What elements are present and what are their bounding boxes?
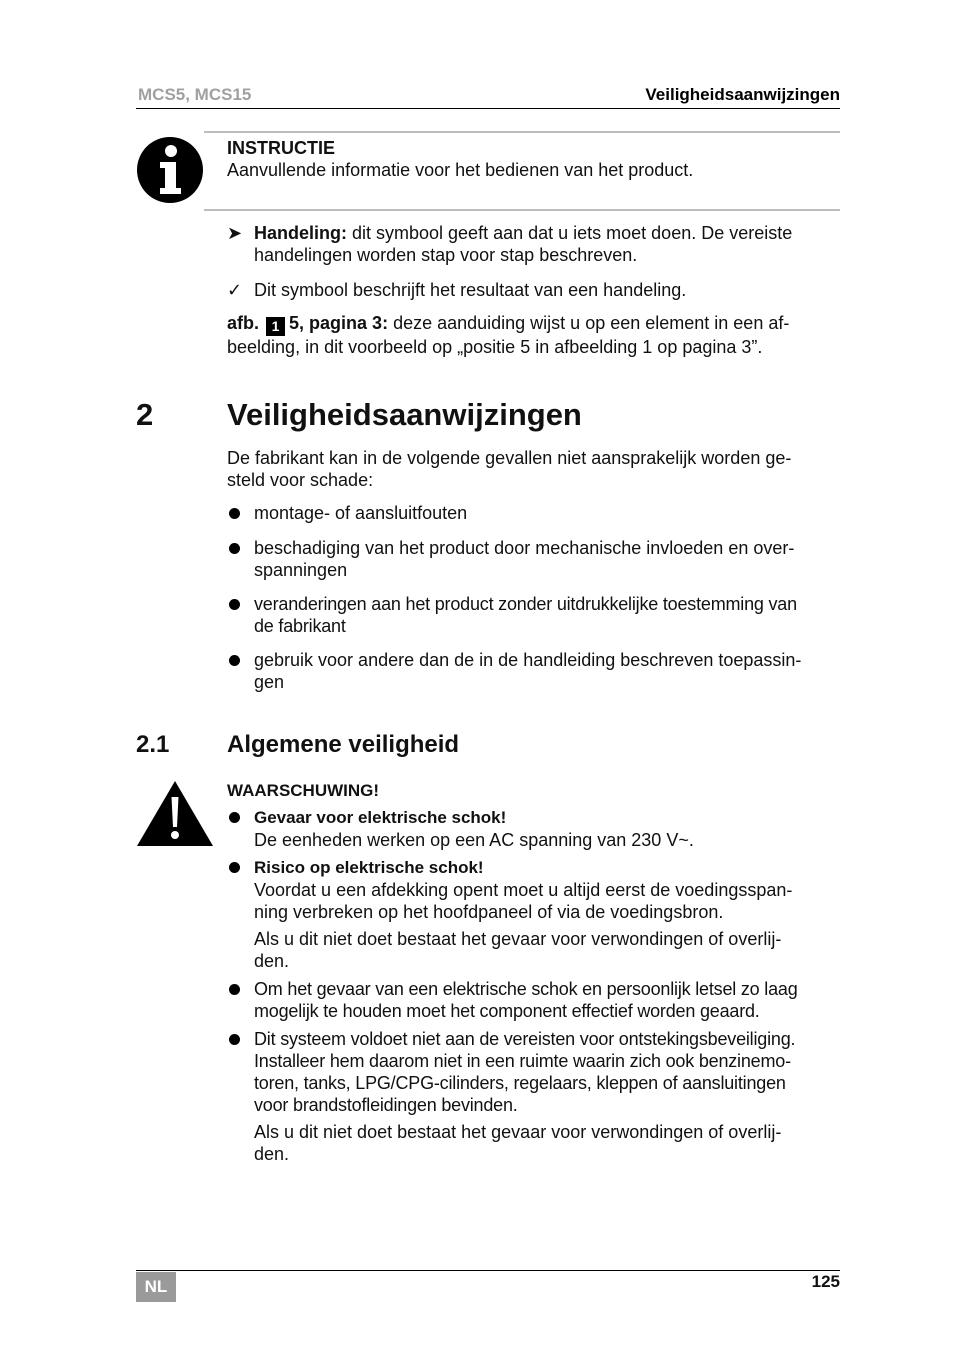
result-text: Dit symbool beschrijft het resultaat van een handeling. bbox=[254, 280, 687, 300]
list-item bbox=[227, 593, 840, 637]
action-item bbox=[227, 222, 840, 266]
result-item bbox=[227, 279, 840, 301]
info-icon bbox=[136, 136, 204, 204]
bullet-icon bbox=[229, 655, 240, 666]
bullet-icon bbox=[229, 508, 240, 519]
figure-reference-paragraph bbox=[227, 312, 840, 358]
page-number: 125 bbox=[811, 1272, 840, 1291]
warning-item-line1: Voordat u een afdekking opent moet u altijd eerst de voedingsspan- bbox=[254, 880, 793, 900]
bullet-text: montage- of aansluitfouten bbox=[254, 503, 468, 523]
bullet-icon bbox=[229, 862, 240, 873]
language-badge: NL bbox=[136, 1272, 176, 1302]
warning-item-heading: Risico op elektrische schok! bbox=[254, 858, 484, 877]
ref-suffix: 5, pagina 3: bbox=[289, 313, 389, 333]
section-2-1-title: Algemene veiligheid bbox=[227, 731, 460, 758]
warning-triangle-icon bbox=[136, 780, 214, 848]
header-document-code: MCS5, MCS15 bbox=[138, 85, 252, 104]
bullet-icon bbox=[229, 599, 240, 610]
bullet-text-line1: beschadiging van het product door mechanische invloeden en over- bbox=[254, 538, 795, 558]
ref-text-line1: deze aanduiding wijst u op een element in een af- bbox=[388, 313, 790, 333]
warning-item-note-line1: Als u dit niet doet bestaat het gevaar voor verwondingen of overlij- bbox=[254, 1122, 782, 1142]
figure-number-badge: 1 bbox=[266, 317, 285, 336]
bullet-text-line1: gebruik voor andere dan de in de handleiding beschreven toepassin- bbox=[254, 650, 802, 670]
intro-line2: steld voor schade: bbox=[227, 470, 374, 490]
warning-item-note-line2: den. bbox=[254, 1144, 290, 1164]
info-title: INSTRUCTIE bbox=[227, 138, 335, 158]
footer-rule bbox=[136, 1270, 840, 1271]
section-2-number: 2 bbox=[136, 397, 154, 432]
list-item bbox=[227, 978, 840, 1022]
warning-item-line1: Dit systeem voldoet niet aan de vereisten voor ontstekingsbeveiliging. bbox=[254, 1029, 796, 1049]
section-2-1-number: 2.1 bbox=[136, 731, 170, 758]
info-top-rule bbox=[204, 131, 840, 133]
warning-item-note-line1: Als u dit niet doet bestaat het gevaar voor verwondingen of overlij- bbox=[254, 929, 782, 949]
warning-item-line1: De eenheden werken op een AC spanning van 230 V~. bbox=[254, 830, 694, 850]
action-arrow-icon: ➤ bbox=[227, 223, 243, 243]
section-2-title: Veiligheidsaanwijzingen bbox=[227, 397, 582, 432]
info-bottom-rule bbox=[204, 209, 840, 211]
action-text-line2: handelingen worden stap voor stap beschreven. bbox=[254, 245, 638, 265]
warning-item-note-line2: den. bbox=[254, 951, 290, 971]
list-item bbox=[227, 502, 840, 524]
bullet-text-line2: spanningen bbox=[254, 560, 348, 580]
bullet-text-line1: veranderingen aan het product zonder uitdrukkelijke toestemming van bbox=[254, 594, 797, 614]
bullet-icon bbox=[229, 984, 240, 995]
warning-item-line2: Installeer hem daarom niet in een ruimte waarin zich ook benzinemo- bbox=[254, 1051, 791, 1071]
ref-text-line2: beelding, in dit voorbeeld op „positie 5 in afbeelding 1 op pagina 3”. bbox=[227, 337, 763, 357]
bullet-icon bbox=[229, 812, 240, 823]
list-item bbox=[227, 806, 840, 851]
warning-item-line2: ning verbreken op het hoofdpaneel of via de voedingsbron. bbox=[254, 902, 724, 922]
info-text: Aanvullende informatie voor het bedienen van het product. bbox=[227, 160, 694, 180]
header-section-title: Veiligheidsaanwijzingen bbox=[645, 85, 840, 104]
bullet-icon bbox=[229, 1034, 240, 1045]
ref-prefix: afb. bbox=[227, 313, 260, 333]
intro-line1: De fabrikant kan in de volgende gevallen niet aansprakelijk worden ge- bbox=[227, 448, 792, 468]
action-label: Handeling: bbox=[254, 223, 347, 243]
list-item bbox=[227, 537, 840, 581]
warning-item-line3: toren, tanks, LPG/CPG-cilinders, regelaars, kleppen of aansluitingen bbox=[254, 1073, 786, 1093]
warning-item-line1: Om het gevaar van een elektrische schok en persoonlijk letsel zo laag bbox=[254, 979, 798, 999]
action-text-line1: dit symbool geeft aan dat u iets moet doen. De vereiste bbox=[347, 223, 793, 243]
warning-item-heading: Gevaar voor elektrische schok! bbox=[254, 808, 507, 827]
warning-title: WAARSCHUWING! bbox=[227, 781, 380, 800]
bullet-text-line2: gen bbox=[254, 672, 285, 692]
section-2-intro bbox=[227, 447, 840, 491]
list-item bbox=[227, 649, 840, 693]
list-item bbox=[227, 1028, 840, 1165]
warning-item-line2: mogelijk te houden moet het component effectief worden geaard. bbox=[254, 1001, 760, 1021]
bullet-text-line2: de fabrikant bbox=[254, 616, 346, 636]
header-rule bbox=[136, 108, 840, 109]
checkmark-icon: ✓ bbox=[227, 280, 243, 300]
bullet-icon bbox=[229, 543, 240, 554]
list-item bbox=[227, 856, 840, 972]
warning-item-line4: voor brandstofleidingen bevinden. bbox=[254, 1095, 518, 1115]
